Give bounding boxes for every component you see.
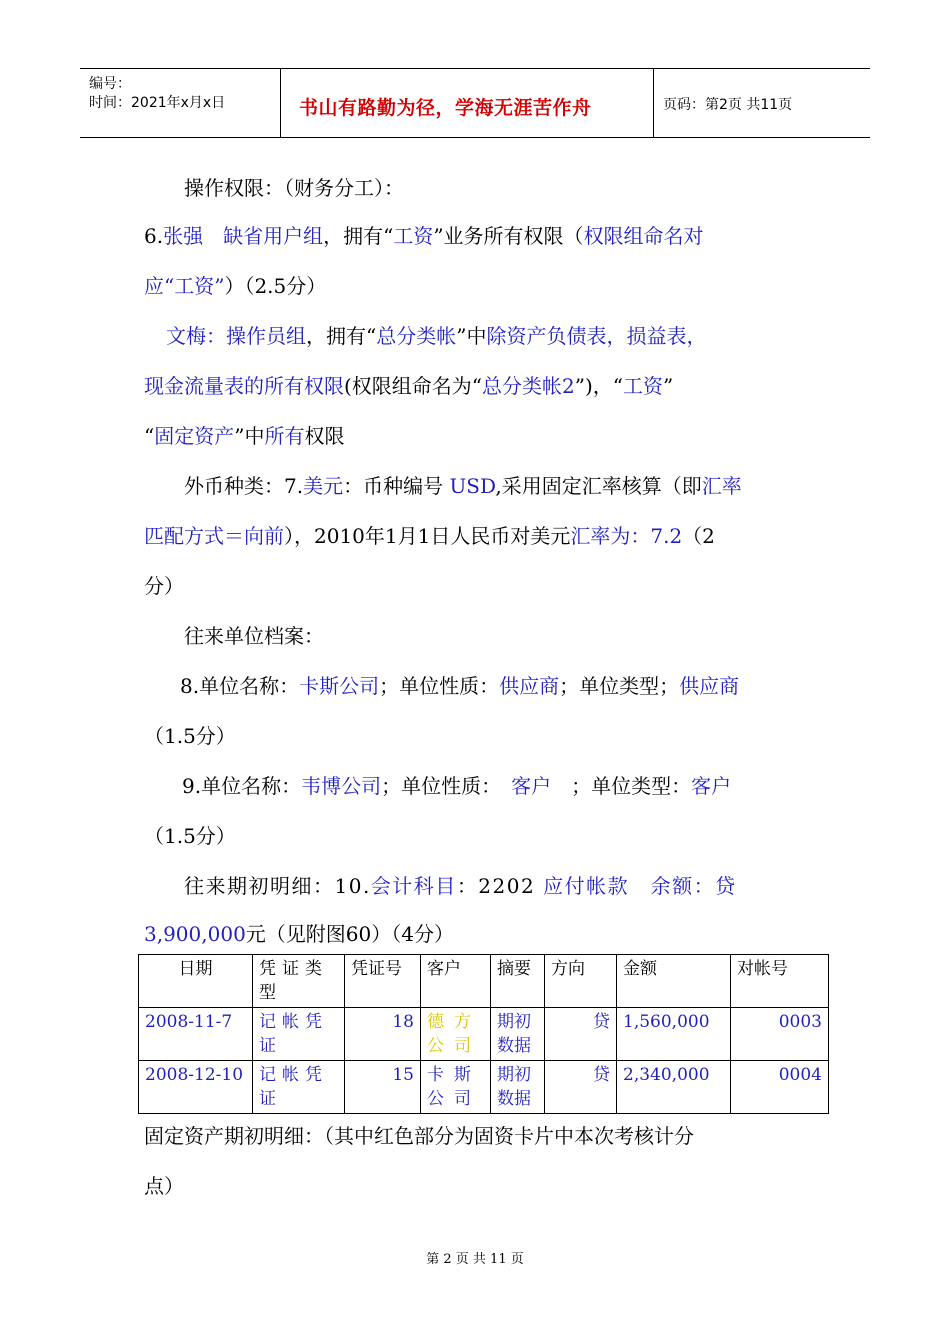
text-line-5: 现金流量表的所有权限(权限组命名为“总分类帐2”)，“工资”	[144, 374, 674, 398]
cell-direction: 贷	[545, 1008, 617, 1061]
text-line-12: （1.5分）	[144, 724, 236, 748]
text-line-4: 文梅：操作员组，拥有“总分类帐”中除资产负债表，损益表，	[166, 324, 707, 348]
text-line-11: 8.单位名称：卡斯公司；单位性质：供应商；单位类型；供应商	[180, 674, 740, 698]
text-line-1: 操作权限：（财务分工）：	[184, 176, 404, 200]
header-account-no: 对帐号	[731, 955, 829, 1008]
header-right-cell	[654, 69, 870, 137]
header-direction: 方向	[545, 955, 617, 1008]
text-line-13: 9.单位名称：韦博公司；单位性质： 客户 ；单位类型：客户	[182, 774, 732, 798]
header-amount: 金额	[617, 955, 731, 1008]
header-voucher-type: 凭证类型	[253, 955, 345, 1008]
cell-voucher-no: 18	[345, 1008, 421, 1061]
page-header	[80, 68, 870, 138]
table-row	[139, 1008, 829, 1061]
cell-amount: 2,340,000	[617, 1061, 731, 1114]
header-voucher-no: 凭证号	[345, 955, 421, 1008]
cell-date: 2008-11-7	[139, 1008, 253, 1061]
cell-amount: 1,560,000	[617, 1008, 731, 1061]
table-header-row	[139, 955, 829, 1008]
text-line-14: （1.5分）	[144, 824, 236, 848]
cell-date: 2008-12-10	[139, 1061, 253, 1114]
cell-account-no: 0003	[731, 1008, 829, 1061]
ledger-table	[138, 954, 829, 1114]
page-info: 页码：第2页 共11页	[663, 97, 793, 113]
text-line-17: 固定资产期初明细：（其中红色部分为固资卡片中本次考核计分	[144, 1124, 694, 1148]
header-center-cell	[281, 69, 654, 137]
text-line-10: 往来单位档案：	[184, 624, 324, 648]
cell-summary: 期初数据	[491, 1061, 545, 1114]
cell-direction: 贷	[545, 1061, 617, 1114]
header-date: 日期	[139, 955, 253, 1008]
motto: 书山有路勤为径，学海无涯苦作舟	[299, 97, 592, 119]
cell-customer: 卡斯公司	[421, 1061, 491, 1114]
text-line-3: 应“工资”）（2.5分）	[144, 274, 327, 298]
header-summary: 摘要	[491, 955, 545, 1008]
cell-voucher-type: 记帐凭证	[253, 1008, 345, 1061]
text-line-7: 外币种类：7.美元：币种编号 USD,采用固定汇率核算（即汇率	[184, 474, 742, 498]
text-line-16: 3,900,000元（见附图60）（4分）	[144, 922, 454, 946]
cell-customer: 德方公司	[421, 1008, 491, 1061]
cell-summary: 期初数据	[491, 1008, 545, 1061]
page-footer: 第 2 页 共 11 页	[426, 1252, 524, 1267]
header-left-cell	[80, 69, 281, 137]
text-line-18: 点）	[144, 1174, 184, 1198]
text-line-9: 分）	[144, 574, 184, 598]
table-row	[139, 1061, 829, 1114]
header-customer: 客户	[421, 955, 491, 1008]
cell-account-no: 0004	[731, 1061, 829, 1114]
text-line-15: 往来期初明细：10.会计科目：2202 应付帐款 余额：贷	[184, 874, 737, 898]
time-label: 时间：2021年x月x日	[89, 95, 226, 111]
text-line-2: 6.张强 缺省用户组，拥有“工资”业务所有权限（权限组命名对	[144, 224, 704, 248]
text-line-8: 匹配方式＝向前），2010年1月1日人民币对美元汇率为：7.2（2	[144, 524, 715, 548]
text-line-6: “固定资产”中所有权限	[144, 424, 345, 448]
cell-voucher-no: 15	[345, 1061, 421, 1114]
cell-voucher-type: 记帐凭证	[253, 1061, 345, 1114]
number-label: 编号：	[89, 76, 131, 92]
